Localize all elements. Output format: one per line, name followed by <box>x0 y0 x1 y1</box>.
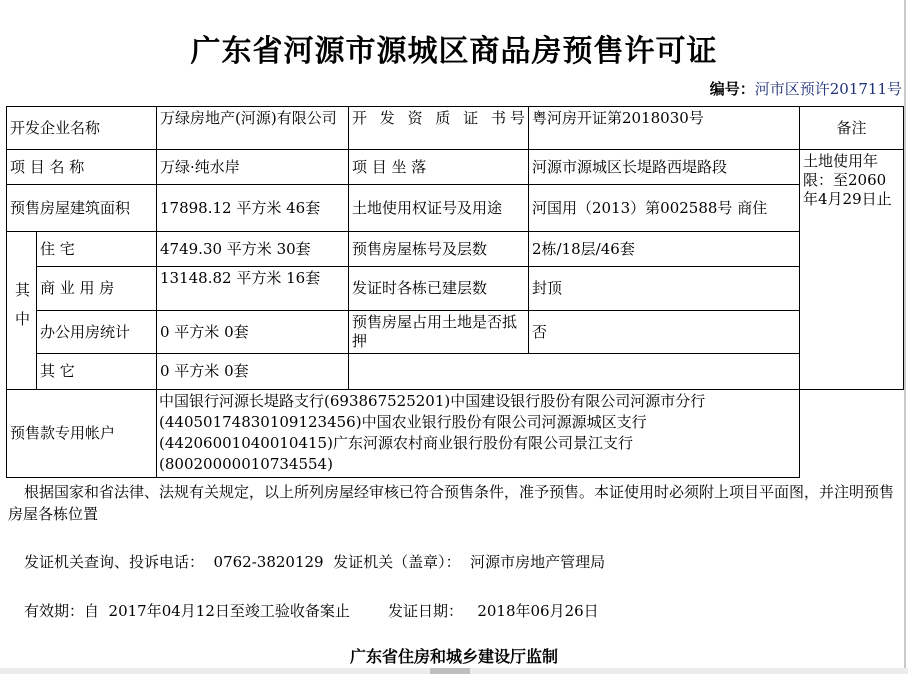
built-floors-value: 封顶 <box>528 266 800 311</box>
qualification-cert-label: 开 发 资 质 证 书号 <box>348 106 529 150</box>
other-label: 其 它 <box>36 353 157 390</box>
presale-area-label: 预售房屋建筑面积 <box>6 184 157 232</box>
buildings-label: 预售房屋栋号及层数 <box>348 231 529 267</box>
horizontal-scrollbar[interactable] <box>0 668 908 674</box>
validity-line: 有效期：自 2017年04月12日至竣工验收备案止 发证日期： 2018年06月26日 <box>24 602 599 620</box>
account-label: 预售款专用帐户 <box>6 389 157 478</box>
remark-label: 备注 <box>799 106 904 150</box>
account-value: 中国银行河源长堤路支行(693867525201)中国建设银行股份有限公司河源市分行(44050174830109123456)中国农业银行股份有限公司河源源城区支行(44206001040010415)广东河源农村商业银行股份有限公司景江支行(80020000010734554) <box>156 389 800 478</box>
residential-label: 住 宅 <box>36 231 157 267</box>
remark-value: 土地使用年限：至2060年4月29日止 <box>799 149 904 390</box>
office-value: 0 平方米 0套 <box>156 310 349 354</box>
commercial-value: 13148.82 平方米 16套 <box>156 266 349 311</box>
statement-text: 根据国家和省法律、法规有关规定，以上所列房屋经审核已符合预售条件，准予预售。本证使用时必须附上项目平面图，并注明预售房屋各栋位置 <box>8 483 895 523</box>
mortgage-value: 否 <box>528 310 800 354</box>
project-name-label: 项 目 名 称 <box>6 149 157 185</box>
other-blank <box>348 353 800 390</box>
scrollbar-thumb[interactable] <box>430 668 470 674</box>
presale-area-value: 17898.12 平方米 46套 <box>156 184 349 232</box>
supervisor-footer: 广东省住房和城乡建设厅监制 <box>349 647 558 666</box>
commercial-label: 商 业 用 房 <box>36 266 157 311</box>
qualification-cert-value: 粤河房开证第2018030号 <box>528 106 800 150</box>
certificate-number-value: 河市区预许201711号 <box>754 80 902 98</box>
other-value: 0 平方米 0套 <box>156 353 349 390</box>
office-label: 办公用房统计 <box>36 310 157 354</box>
buildings-value: 2栋/18层/46套 <box>528 231 800 267</box>
land-cert-label: 土地使用权证号及用途 <box>348 184 529 232</box>
land-cert-value: 河国用（2013）第002588号 商住 <box>528 184 800 232</box>
project-name-value: 万绿·纯水岸 <box>156 149 349 185</box>
mortgage-label: 预售房屋占用土地是否抵押 <box>348 310 529 354</box>
certificate-title: 广东省河源市源城区商品房预售许可证 <box>190 34 718 69</box>
developer-value: 万绿房地产(河源)有限公司 <box>156 106 349 150</box>
of-which-label: 其中 <box>6 231 37 390</box>
residential-value: 4749.30 平方米 30套 <box>156 231 349 267</box>
window-right-edge <box>904 0 906 674</box>
certificate-number-label: 编号： <box>709 80 755 98</box>
built-floors-label: 发证时各栋已建层数 <box>348 266 529 311</box>
project-location-value: 河源市源城区长堤路西堤路段 <box>528 149 800 185</box>
project-location-label: 项 目 坐 落 <box>348 149 529 185</box>
contact-line: 发证机关查询、投诉电话： 0762-3820129 发证机关（盖章）： 河源市房地产管理局 <box>24 553 606 571</box>
developer-label: 开发企业名称 <box>6 106 157 150</box>
certificate-number <box>710 78 902 99</box>
